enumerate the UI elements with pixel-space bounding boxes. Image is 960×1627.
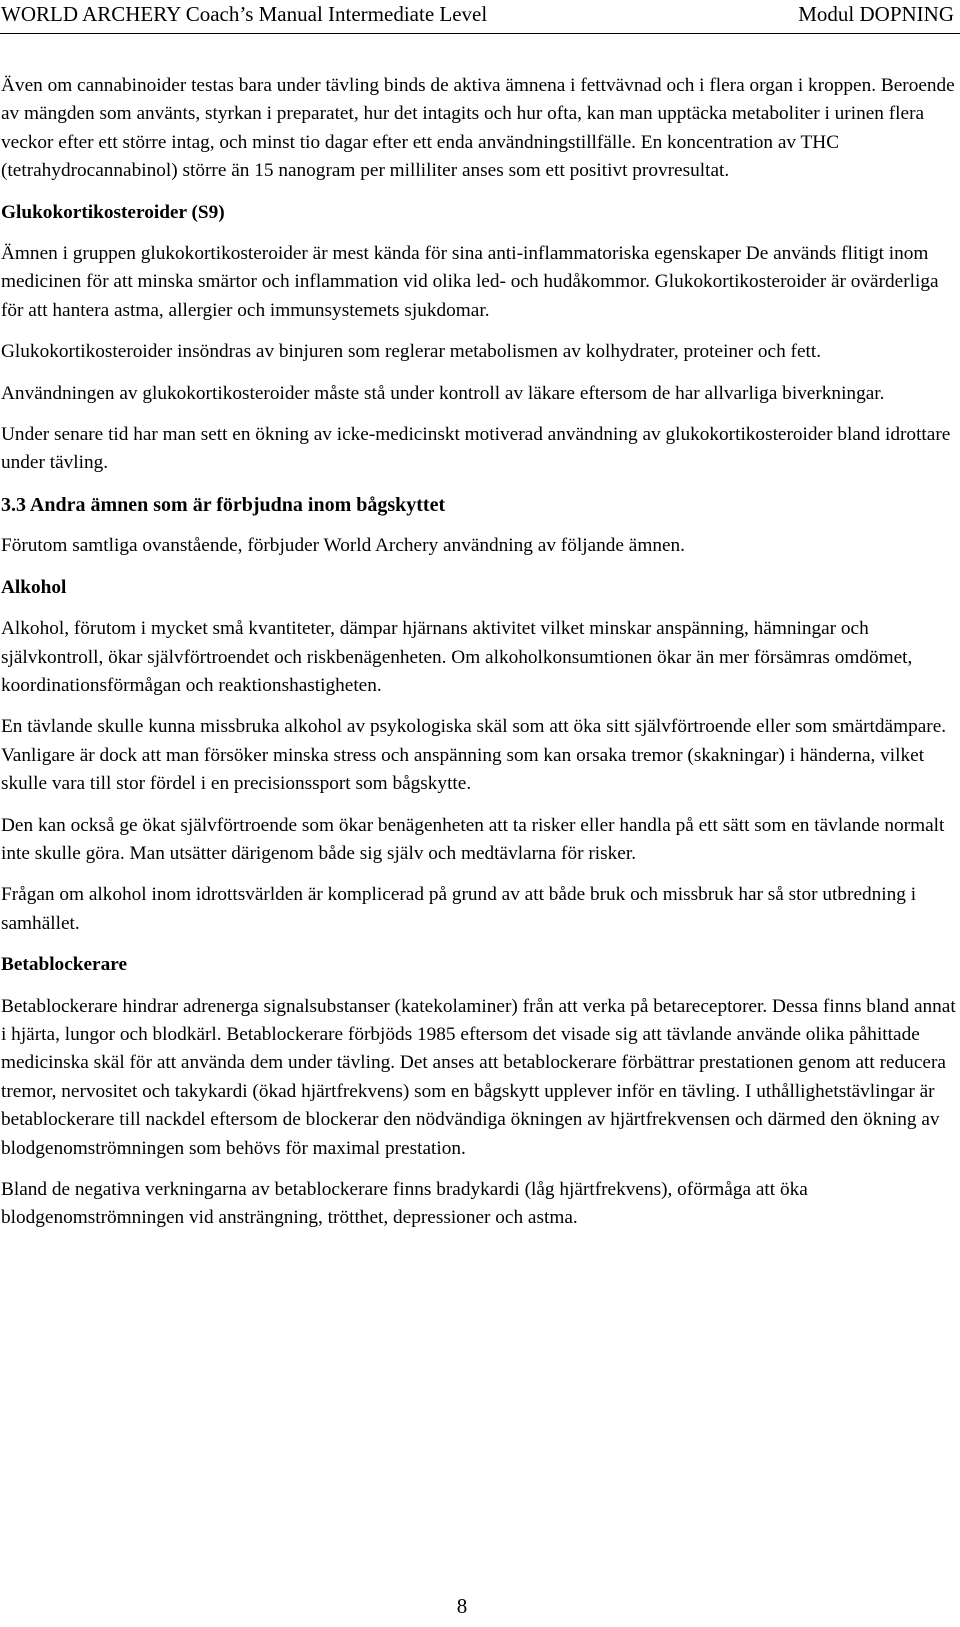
- page-number: 8: [456, 1594, 468, 1618]
- header-title: WORLD ARCHERY Coach’s Manual Intermediate Level: [1, 2, 488, 26]
- paragraph-beta-verkan: Betablockerare hindrar adrenerga signalsubstanser (katekolaminer) från att verka på betareceptorer. Dessa finns bland annat i hjärta, lungor och blodkärl. Betablockerare förbjöds 1985 eftersom det visade sig att tävlande använde olika påhittade medicinska skäl för att använda dem under tävling. Det anses att betablockerare förbättrar prestationen genom att reducera tremor, nervositet och takykardi (ökad hjärtfrekvens) som en bågskytt upplever inför en tävling. I uthållighetstävlingar är betablockerare till nackdel eftersom de blockerar den nödvändiga ökningen av hjärtfrekvensen och därmed den ökning av blodgenomströmningen som behövs för maximal prestation.: [1, 995, 956, 1159]
- paragraph-section-intro: Förutom samtliga ovanstående, förbjuder World Archery användning av följande ämnen.: [1, 535, 685, 557]
- paragraph-alkohol-effekt: Alkohol, förutom i mycket små kvantiteter, dämpar hjärnans aktivitet vilket minskar anspänning, hämningar och självkontroll, ökar självförtroendet och riskbenägenheten. Om alkoholkonsumtionen ökar än mer försämras omdömet, koordinationsförmågan och reaktionshastigheten.: [1, 618, 913, 696]
- body-text: [1, 72, 956, 1246]
- paragraph-alkohol-missbruk: En tävlande skulle kunna missbruka alkohol av psykologiska skäl som att öka sitt självförtroende eller som smärtdämpare. Vanligare är dock att man försöker minska stress och anspänning som kan orsaka tremor (skakningar) i händerna, vilket skulle vara till stor fördel i en precisionssport som bågskytte.: [1, 716, 947, 795]
- paragraph-cannabinoids: Även om cannabinoider testas bara under tävling binds de aktiva ämnena i fettvävnad och i flera organ i kroppen. Beroende av mängden som använts, styrkan i preparatet, hur det intagits och hur ofta, kan man upptäcka metaboliter i urinen flera veckor efter ett större intag, och minst tio dagar efter ett enda användningstillfälle. En koncentration av THC (tetrahydrocannabinol) större än 15 nanogram per milliliter anses som ett positivt provresultat.: [1, 75, 955, 182]
- paragraph-gluko-binjuren: Glukokortikosteroider insöndras av binjuren som reglerar metabolismen av kolhydrater, proteiner och fett.: [1, 341, 822, 363]
- header-module: Modul DOPNING: [798, 2, 954, 26]
- paragraph-alkohol-risker: Den kan också ge ökat självförtroende som ökar benägenheten att ta risker eller handla på ett sätt som en tävlande normalt inte skulle göra. Man utsätter därigenom både sig själv och medtävlarna för risker.: [1, 814, 945, 864]
- running-header: [0, 0, 960, 30]
- heading-alkohol: Alkohol: [1, 576, 67, 598]
- heading-betablockerare: Betablockerare: [1, 954, 128, 976]
- heading-glukokortikosteroider: Glukokortikosteroider (S9): [1, 201, 225, 223]
- paragraph-beta-negativa: Bland de negativa verkningarna av betablockerare finns bradykardi (låg hjärtfrekvens), oförmåga att öka blodgenomströmningen vid ansträngning, trötthet, depressioner och astma.: [1, 1179, 808, 1229]
- paragraph-gluko-intro: Ämnen i gruppen glukokortikosteroider är mest kända för sina anti-inflammatoriska egenskaper De används flitigt inom medicinen för att minska smärtor och inflammation vid olika led- och hudåkommor. Glukokortikosteroider är ovärderliga för att hantera astma, allergier och immunsystemets sjukdomar.: [1, 243, 939, 321]
- paragraph-gluko-kontroll: Användningen av glukokortikosteroider måste stå under kontroll av läkare eftersom de har allvarliga biverkningar.: [1, 382, 885, 404]
- header-rule: [0, 33, 960, 34]
- paragraph-gluko-okning: Under senare tid har man sett en ökning av icke-medicinskt motiverad användning av glukokortikosteroider bland idrottare under tävling.: [1, 424, 951, 474]
- section-heading-3-3: 3.3 Andra ämnen som är förbjudna inom bågskyttet: [1, 493, 446, 516]
- paragraph-alkohol-samhalle: Frågan om alkohol inom idrottsvärlden är komplicerad på grund av att både bruk och missbruk har så stor utbredning i samhället.: [1, 884, 917, 934]
